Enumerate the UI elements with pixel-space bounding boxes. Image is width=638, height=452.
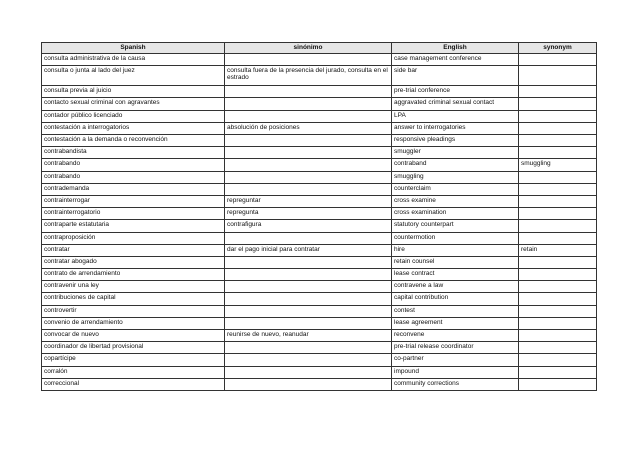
cell-sinonimo [225, 159, 392, 171]
table-row [42, 293, 597, 305]
cell-synonym [519, 220, 597, 232]
cell-english: lease agreement [392, 317, 519, 329]
cell-synonym [519, 366, 597, 378]
cell-english: side bar [392, 65, 519, 86]
cell-synonym [519, 305, 597, 317]
cell-synonym: retain [519, 244, 597, 256]
table-row [42, 208, 597, 220]
cell-english: smuggler [392, 147, 519, 159]
table-row [42, 244, 597, 256]
cell-synonym [519, 281, 597, 293]
cell-english: LPA [392, 110, 519, 122]
cell-english: pre-trial release coordinator [392, 342, 519, 354]
cell-english: co-partner [392, 354, 519, 366]
cell-sinonimo [225, 147, 392, 159]
cell-english: responsive pleadings [392, 135, 519, 147]
cell-spanish: convenio de arrendamiento [42, 317, 225, 329]
table-row [42, 53, 597, 65]
glossary-sheet [41, 42, 597, 391]
cell-sinonimo [225, 183, 392, 195]
glossary-table [41, 42, 597, 391]
cell-spanish: contratar abogado [42, 256, 225, 268]
cell-spanish: contacto sexual criminal con agravantes [42, 98, 225, 110]
cell-english: contraband [392, 159, 519, 171]
cell-synonym [519, 232, 597, 244]
cell-synonym [519, 135, 597, 147]
cell-synonym [519, 110, 597, 122]
table-row [42, 122, 597, 134]
cell-sinonimo [225, 342, 392, 354]
cell-spanish: contador público licenciado [42, 110, 225, 122]
table-row [42, 330, 597, 342]
table-row [42, 159, 597, 171]
cell-english: countermotion [392, 232, 519, 244]
cell-synonym: smuggling [519, 159, 597, 171]
table-row [42, 183, 597, 195]
table-row [42, 342, 597, 354]
cell-english: contravene a law [392, 281, 519, 293]
table-row [42, 110, 597, 122]
cell-english: community corrections [392, 378, 519, 390]
cell-sinonimo [225, 378, 392, 390]
table-row [42, 232, 597, 244]
cell-spanish: contrademanda [42, 183, 225, 195]
cell-english: aggravated criminal sexual contact [392, 98, 519, 110]
cell-spanish: corralón [42, 366, 225, 378]
cell-spanish: contribuciones de capital [42, 293, 225, 305]
cell-spanish: contraproposición [42, 232, 225, 244]
cell-english: answer to interrogatories [392, 122, 519, 134]
cell-spanish: copartícipe [42, 354, 225, 366]
cell-spanish: convocar de nuevo [42, 330, 225, 342]
table-row [42, 135, 597, 147]
cell-sinonimo [225, 269, 392, 281]
cell-synonym [519, 330, 597, 342]
cell-english: reconvene [392, 330, 519, 342]
table-row [42, 86, 597, 98]
cell-english: counterclaim [392, 183, 519, 195]
cell-sinonimo: consulta fuera de la presencia del jurado, consulta en el estrado [225, 65, 392, 86]
table-row [42, 354, 597, 366]
cell-synonym [519, 208, 597, 220]
cell-synonym [519, 183, 597, 195]
cell-sinonimo [225, 256, 392, 268]
cell-spanish: contrainterrogatorio [42, 208, 225, 220]
cell-spanish: coordinador de libertad provisional [42, 342, 225, 354]
cell-synonym [519, 342, 597, 354]
cell-sinonimo: dar el pago inicial para contratar [225, 244, 392, 256]
cell-sinonimo [225, 98, 392, 110]
cell-english: cross examination [392, 208, 519, 220]
table-row [42, 305, 597, 317]
header-row [42, 43, 597, 54]
cell-english: cross examine [392, 195, 519, 207]
cell-english: lease contract [392, 269, 519, 281]
cell-english: retain counsel [392, 256, 519, 268]
cell-synonym [519, 378, 597, 390]
cell-synonym [519, 171, 597, 183]
cell-synonym [519, 354, 597, 366]
table-row [42, 220, 597, 232]
cell-sinonimo [225, 354, 392, 366]
cell-synonym [519, 317, 597, 329]
cell-spanish: contravenir una ley [42, 281, 225, 293]
cell-spanish: consulta o junta al lado del juez [42, 65, 225, 86]
cell-synonym [519, 147, 597, 159]
cell-synonym [519, 293, 597, 305]
header-english: English [392, 43, 519, 54]
cell-spanish: contrabando [42, 171, 225, 183]
cell-sinonimo: repreguntar [225, 195, 392, 207]
cell-spanish: contraparte estatutaria [42, 220, 225, 232]
header-sinonimo: sinónimo [225, 43, 392, 54]
cell-english: case management conference [392, 53, 519, 65]
cell-synonym [519, 65, 597, 86]
cell-sinonimo: repregunta [225, 208, 392, 220]
cell-spanish: contrato de arrendamiento [42, 269, 225, 281]
cell-sinonimo [225, 317, 392, 329]
cell-synonym [519, 53, 597, 65]
cell-spanish: contratar [42, 244, 225, 256]
cell-synonym [519, 256, 597, 268]
table-row [42, 378, 597, 390]
cell-sinonimo: contrafigura [225, 220, 392, 232]
table-body [42, 53, 597, 390]
table-row [42, 269, 597, 281]
cell-sinonimo: absolución de posiciones [225, 122, 392, 134]
cell-sinonimo [225, 366, 392, 378]
cell-spanish: controvertir [42, 305, 225, 317]
cell-sinonimo [225, 110, 392, 122]
cell-sinonimo [225, 232, 392, 244]
cell-spanish: consulta previa al juicio [42, 86, 225, 98]
cell-spanish: contestación a interrogatorios [42, 122, 225, 134]
cell-synonym [519, 98, 597, 110]
table-row [42, 147, 597, 159]
cell-english: capital contribution [392, 293, 519, 305]
cell-synonym [519, 86, 597, 98]
table-row [42, 65, 597, 86]
cell-english: contest [392, 305, 519, 317]
cell-sinonimo: reunirse de nuevo, reanudar [225, 330, 392, 342]
cell-english: pre-trial conference [392, 86, 519, 98]
cell-synonym [519, 269, 597, 281]
cell-sinonimo [225, 135, 392, 147]
cell-synonym [519, 122, 597, 134]
cell-english: statutory counterpart [392, 220, 519, 232]
cell-spanish: consulta administrativa de la causa [42, 53, 225, 65]
cell-sinonimo [225, 281, 392, 293]
cell-synonym [519, 195, 597, 207]
cell-sinonimo [225, 305, 392, 317]
cell-spanish: correccional [42, 378, 225, 390]
table-row [42, 366, 597, 378]
cell-english: hire [392, 244, 519, 256]
cell-sinonimo [225, 86, 392, 98]
cell-spanish: contrabandista [42, 147, 225, 159]
table-row [42, 256, 597, 268]
cell-spanish: contrabando [42, 159, 225, 171]
cell-sinonimo [225, 53, 392, 65]
header-synonym: synonym [519, 43, 597, 54]
cell-english: impound [392, 366, 519, 378]
cell-sinonimo [225, 293, 392, 305]
table-row [42, 98, 597, 110]
table-row [42, 281, 597, 293]
cell-spanish: contestación a la demanda o reconvención [42, 135, 225, 147]
cell-sinonimo [225, 171, 392, 183]
table-row [42, 195, 597, 207]
table-row [42, 317, 597, 329]
table-row [42, 171, 597, 183]
cell-spanish: contrainterrogar [42, 195, 225, 207]
cell-english: smuggling [392, 171, 519, 183]
header-spanish: Spanish [42, 43, 225, 54]
